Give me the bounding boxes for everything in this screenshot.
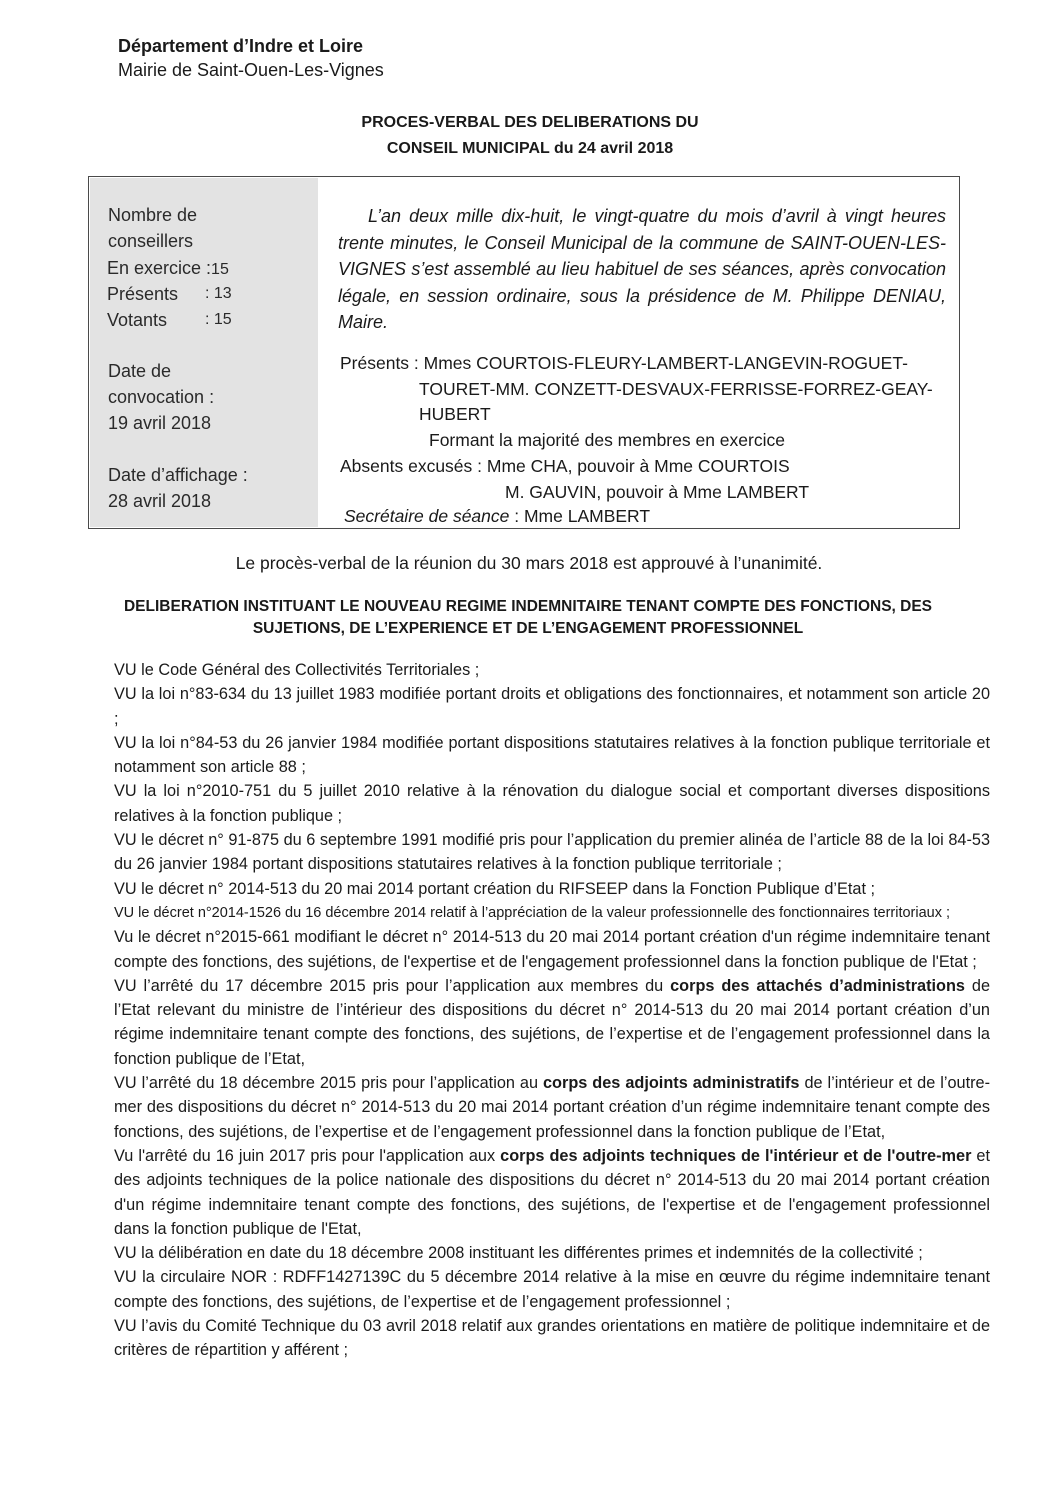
affichage-date: 28 avril 2018: [108, 491, 212, 511]
deliberation-title: [88, 596, 968, 640]
majorite-line: Formant la majorité des membres en exercice: [429, 430, 785, 450]
visa-text: de l’Etat relevant du ministre de l’intérieur des dispositions du décret n° 2014-513 du 20 mai 2014 portant création d’un régime indemnitaire tenant compte des fonctions, des sujétions, de l’expertise et de l’engagement professionnel dans la fonction publique de l’Etat,: [114, 976, 990, 1068]
affichage-label: Date d’affichage :: [108, 465, 248, 485]
visa-item-arrete-attaches: [114, 974, 990, 1071]
en-exercice-row: [107, 255, 229, 283]
visa-item: VU la délibération en date du 18 décembre 2008 instituant les différentes primes et indemnités de la collectivité ;: [114, 1244, 923, 1263]
deliberation-title-line-1: DELIBERATION INSTITUANT LE NOUVEAU REGIME INDEMNITAIRE TENANT COMPTE DES FONCTIONS, DES: [123, 598, 933, 615]
visa-item: VU la loi n°83-634 du 13 juillet 1983 modifiée portant droits et obligations des fonctionnaires, et notamment son article 20 ;: [114, 685, 990, 728]
title-line-1: PROCES-VERBAL DES DELIBERATIONS DU: [361, 114, 699, 131]
session-intro-paragraph: L’an deux mille dix-huit, le vingt-quatre du mois d’avril à vingt heures trente minutes, le Conseil Municipal de la commune de SAINT-OUEN-LES-VIGNES s’est assemblé au lieu habituel de ses séances, après convocation légale, en session ordinaire, sous la présidence de M. Philippe DENIAU, Maire.: [338, 206, 946, 332]
visa-item: VU la loi n°84-53 du 26 janvier 1984 modifiée portant dispositions statutaires relatives à la fonction publique territoriale et notamment son article 88 ;: [114, 733, 990, 777]
convocation-label-1: Date de: [108, 361, 172, 381]
secretaire-line: [344, 504, 650, 528]
visa-item: VU le décret n° 91-875 du 6 septembre 1991 modifié pris pour l’application du premier alinéa de l’article 88 de la loi 84-53 du 26 janvier 1984 portant dispositions statutaires relatives à la fonction publique territoriale ;: [114, 831, 990, 874]
visa-item: VU l’avis du Comité Technique du 03 avril 2018 relatif aux grandes orientations en matière de politique indemnitaire et de critères de répartition y afférent ;: [114, 1317, 990, 1360]
presents-count-value: : 13: [205, 285, 232, 302]
visa-item: VU le décret n° 2014-513 du 20 mai 2014 portant création du RIFSEEP dans la Fonction Publique d’Etat ;: [114, 879, 876, 898]
votants-row: [107, 307, 232, 333]
visa-text: VU l’arrêté du 18 décembre 2015 pris pour l’application au: [114, 1074, 543, 1093]
visa-bold-text: corps des adjoints administratifs: [543, 1074, 800, 1093]
presents-row: [107, 281, 232, 307]
visas-list: [114, 658, 990, 1363]
department-name: Département d’Indre et Loire: [118, 36, 364, 56]
mairie-name: Mairie de Saint-Ouen-Les-Vignes: [118, 60, 384, 80]
conseillers-label-1: Nombre de: [108, 205, 198, 225]
visa-text: et des adjoints techniques de la police nationale des dispositions du décret n° 2014-513 du 20 mai 2014 portant création d'un régime indemnitaire tenant compte des fonctions, des sujétions, de l'expertise et de l'engagement professionnel dans la fonction publique de l'Etat,: [114, 1146, 990, 1238]
presents-count-label: Présents: [107, 284, 179, 304]
session-intro-text: [338, 203, 946, 336]
visa-item: VU la circulaire NOR : RDFF1427139C du 5 décembre 2014 relative à la mise en œuvre du régime indemnitaire tenant compte des fonctions, des sujétions, de l’expertise et de l’engagement professionnel ;: [114, 1268, 990, 1311]
en-exercice-label: En exercice :: [107, 258, 212, 278]
visa-item-arrete-adjoints-tech: [114, 1144, 990, 1241]
presents-line-2: TOURET-MM. CONZETT-DESVAUX-FERRISSE-FORREZ-GEAY-: [419, 379, 933, 399]
presents-line-1: Présents : Mmes COURTOIS-FLEURY-LAMBERT-LANGEVIN-ROGUET-: [340, 353, 908, 373]
visa-item: VU le Code Général des Collectivités Territoriales ;: [114, 661, 480, 679]
visa-text: Vu l'arrêté du 16 juin 2017 pris pour l'application aux: [114, 1146, 501, 1165]
visa-bold-text: corps des attachés d’administrations: [670, 976, 965, 995]
votants-value: : 15: [205, 311, 232, 328]
approval-statement: Le procès-verbal de la réunion du 30 mars 2018 est approuvé à l’unanimité.: [235, 553, 823, 573]
absents-line-2: M. GAUVIN, pouvoir à Mme LAMBERT: [505, 482, 810, 502]
visa-item: VU le décret n°2014-1526 du 16 décembre 2014 relatif à l’appréciation de la valeur professionnelle des fonctionnaires territoriaux ;: [114, 904, 951, 921]
document-title: [330, 110, 730, 162]
convocation-date: 19 avril 2018: [108, 413, 212, 433]
visa-text: VU l’arrêté du 17 décembre 2015 pris pour l’application aux membres du: [114, 976, 671, 995]
absents-line-1: Absents excusés : Mme CHA, pouvoir à Mme COURTOIS: [340, 456, 790, 476]
conseillers-label-2: conseillers: [108, 231, 194, 251]
convocation-label-2: convocation :: [108, 387, 215, 407]
visa-item: VU la loi n°2010-751 du 5 juillet 2010 relative à la rénovation du dialogue social et comportant diverses dispositions relatives à la fonction publique ;: [114, 782, 990, 825]
secretaire-value: : Mme LAMBERT: [509, 506, 651, 526]
presents-line-3: HUBERT: [419, 404, 491, 424]
deliberation-title-line-2: SUJETIONS, DE L’EXPERIENCE ET DE L’ENGAGEMENT PROFESSIONNEL: [252, 620, 804, 637]
title-line-2: CONSEIL MUNICIPAL du 24 avril 2018: [386, 140, 674, 157]
visa-item-arrete-adjoints-admin: [114, 1071, 990, 1144]
secretaire-label: Secrétaire de séance: [344, 506, 510, 526]
votants-label: Votants: [107, 310, 168, 330]
en-exercice-value: 15: [211, 261, 229, 278]
visa-item: Vu le décret n°2015-661 modifiant le décret n° 2014-513 du 20 mai 2014 portant création d'un régime indemnitaire tenant compte des fonctions, des sujétions, de l'expertise et de l'engagement professionnel dans la fonction publique de l'Etat ;: [114, 928, 990, 971]
visa-text: de l’intérieur et de l’outre-mer des dispositions du décret n° 2014-513 du 20 mai 2014 portant création d’un régime indemnitaire tenant compte des fonctions, des sujétions, de l’expertise et de l’engagement professionnel dans la fonction publique de l’Etat,: [114, 1074, 990, 1141]
visa-bold-text: corps des adjoints techniques de l'intérieur et de l'outre-mer: [500, 1146, 972, 1165]
